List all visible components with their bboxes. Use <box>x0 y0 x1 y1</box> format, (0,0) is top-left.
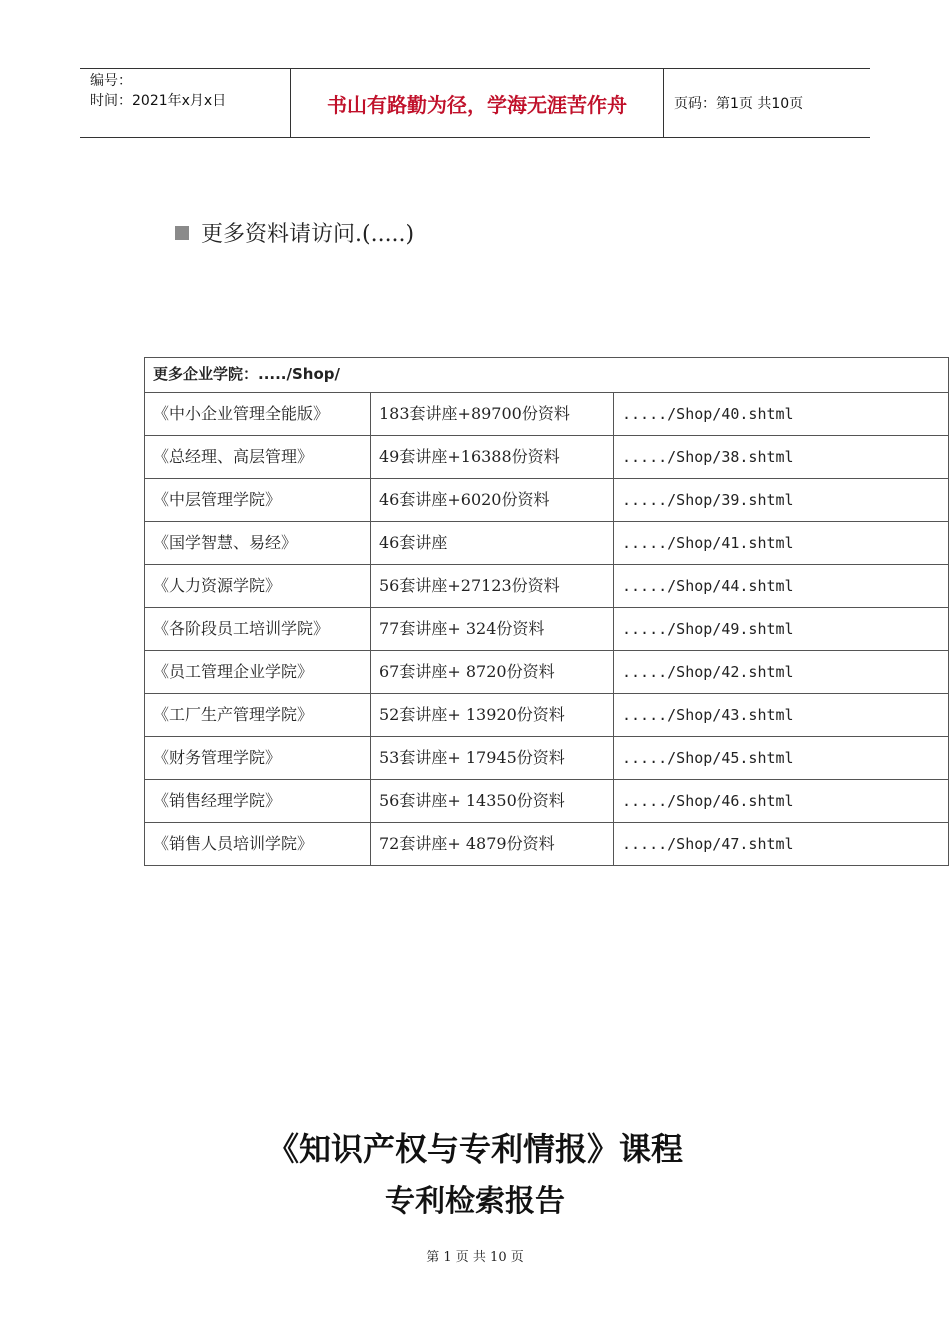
course-name-cell: 《总经理、高层管理》 <box>145 436 371 479</box>
course-content-cell: 49套讲座+16388份资料 <box>371 436 614 479</box>
course-content-cell: 56套讲座+ 14350份资料 <box>371 780 614 823</box>
course-name-cell: 《各阶段员工培训学院》 <box>145 608 371 651</box>
course-link-cell[interactable]: ...../Shop/44.shtml <box>614 565 949 608</box>
course-name-cell: 《员工管理企业学院》 <box>145 651 371 694</box>
course-content-cell: 46套讲座+6020份资料 <box>371 479 614 522</box>
course-content-cell: 52套讲座+ 13920份资料 <box>371 694 614 737</box>
course-content-cell: 53套讲座+ 17945份资料 <box>371 737 614 780</box>
table-header-row <box>145 358 949 393</box>
course-link-cell[interactable]: ...../Shop/42.shtml <box>614 651 949 694</box>
course-link-cell[interactable]: ...../Shop/43.shtml <box>614 694 949 737</box>
header-motto: 书山有路勤为径，学海无涯苦作舟 <box>291 69 664 137</box>
table-row <box>145 436 949 479</box>
table-row <box>145 479 949 522</box>
course-table <box>144 357 949 866</box>
course-name-cell: 《人力资源学院》 <box>145 565 371 608</box>
course-link-cell[interactable]: ...../Shop/45.shtml <box>614 737 949 780</box>
course-name-cell: 《中层管理学院》 <box>145 479 371 522</box>
header-page-info: 页码：第1页 共10页 <box>674 96 804 112</box>
course-name-cell: 《工厂生产管理学院》 <box>145 694 371 737</box>
course-link-cell[interactable]: ...../Shop/39.shtml <box>614 479 949 522</box>
table-row <box>145 522 949 565</box>
course-name-cell: 《国学智慧、易经》 <box>145 522 371 565</box>
date-label: 时间：2021年x月x日 <box>90 93 227 109</box>
course-name-cell: 《中小企业管理全能版》 <box>145 393 371 436</box>
document-title: 《知识产权与专利情报》课程 <box>266 1130 683 1168</box>
table-row <box>145 565 949 608</box>
header-meta <box>80 69 291 137</box>
page-header <box>80 68 870 138</box>
course-content-cell: 46套讲座 <box>371 522 614 565</box>
page-footer: 第 1 页 共 10 页 <box>426 1250 524 1265</box>
course-link-cell[interactable]: ...../Shop/47.shtml <box>614 823 949 866</box>
course-name-cell: 《财务管理学院》 <box>145 737 371 780</box>
course-name-cell: 《销售经理学院》 <box>145 780 371 823</box>
table-row <box>145 393 949 436</box>
course-link-cell[interactable]: ...../Shop/40.shtml <box>614 393 949 436</box>
course-content-cell: 56套讲座+27123份资料 <box>371 565 614 608</box>
course-link-cell[interactable]: ...../Shop/38.shtml <box>614 436 949 479</box>
number-label: 编号： <box>90 73 132 89</box>
course-link-cell[interactable]: ...../Shop/41.shtml <box>614 522 949 565</box>
course-content-cell: 67套讲座+ 8720份资料 <box>371 651 614 694</box>
table-row <box>145 737 949 780</box>
course-name-cell: 《销售人员培训学院》 <box>145 823 371 866</box>
table-header-cell: 更多企业学院：...../Shop/ <box>145 358 949 393</box>
course-content-cell: 183套讲座+89700份资料 <box>371 393 614 436</box>
visit-notice-text: 更多资料请访问.(.....) <box>201 222 415 247</box>
course-link-cell[interactable]: ...../Shop/49.shtml <box>614 608 949 651</box>
course-content-cell: 77套讲座+ 324份资料 <box>371 608 614 651</box>
visit-notice <box>175 217 414 248</box>
course-content-cell: 72套讲座+ 4879份资料 <box>371 823 614 866</box>
course-link-cell[interactable]: ...../Shop/46.shtml <box>614 780 949 823</box>
table-row <box>145 823 949 866</box>
table-row <box>145 780 949 823</box>
table-row <box>145 651 949 694</box>
table-row <box>145 608 949 651</box>
document-subtitle: 专利检索报告 <box>385 1184 565 1219</box>
square-bullet-icon <box>175 226 189 240</box>
table-row <box>145 694 949 737</box>
